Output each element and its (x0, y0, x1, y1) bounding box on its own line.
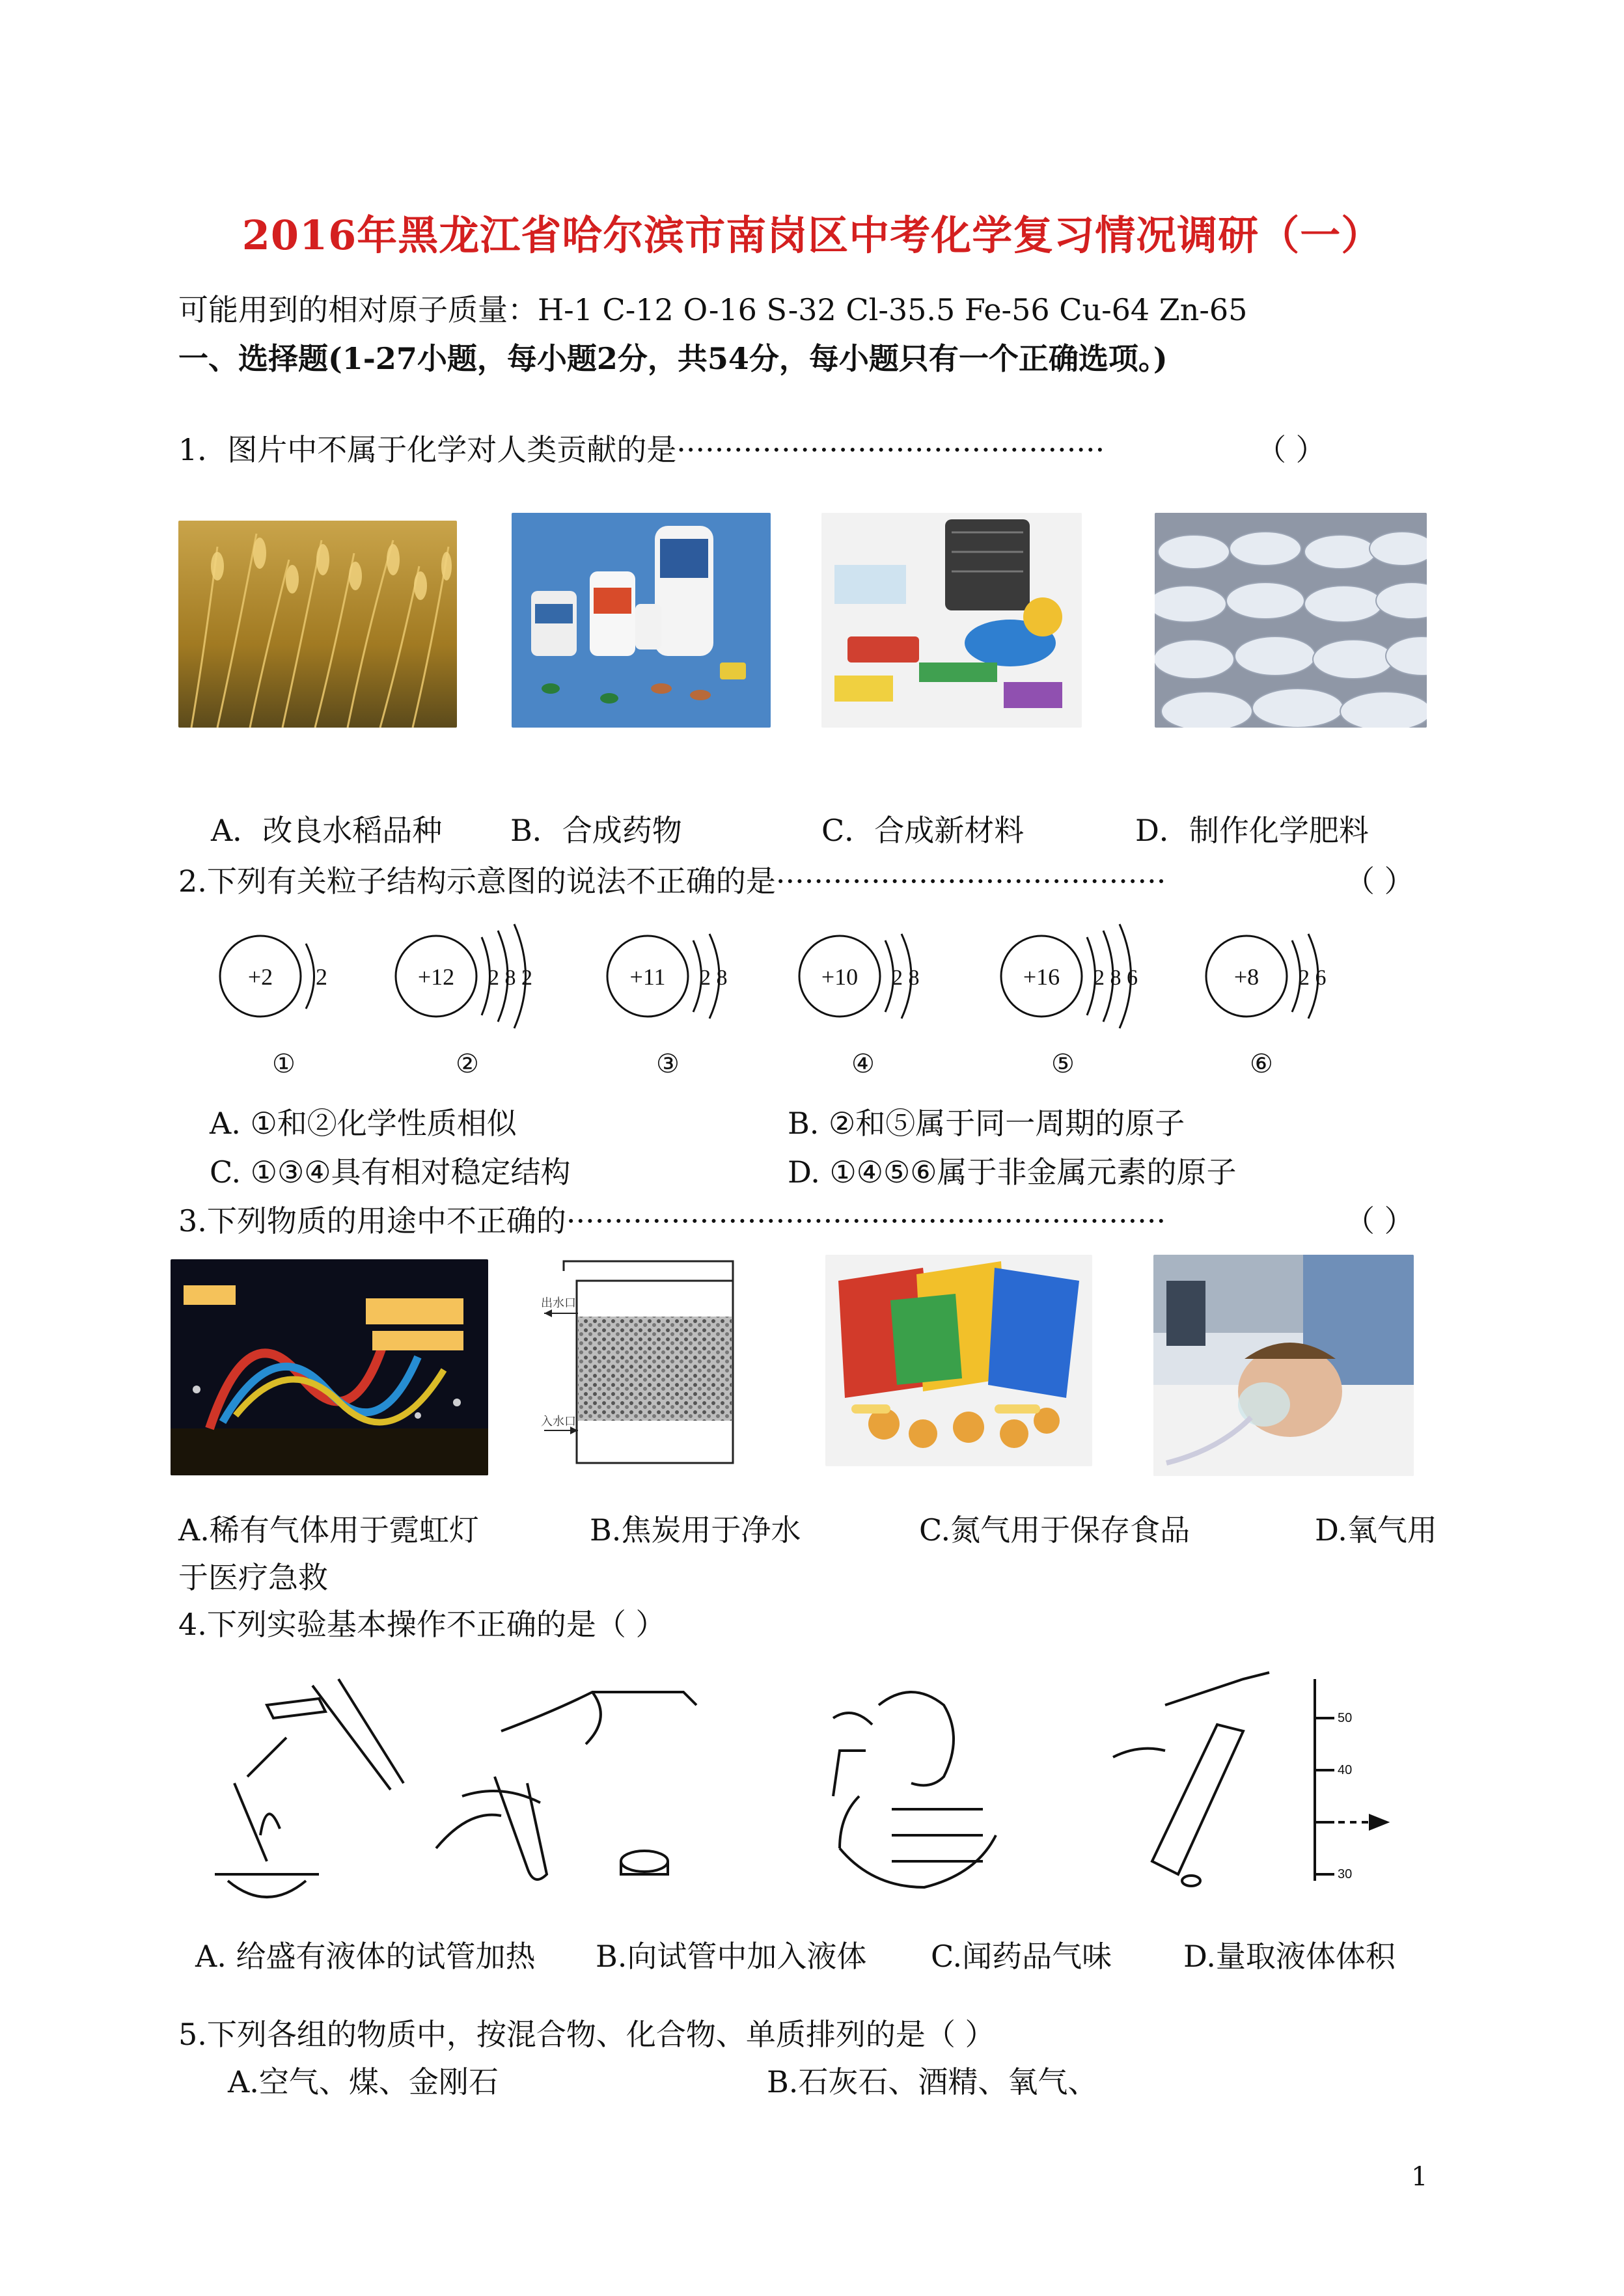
water-outlet-label: 出水口 (541, 1296, 576, 1309)
fertilizer-bags-photo (1155, 513, 1427, 728)
atom-4-label: ④ (851, 1049, 875, 1078)
q5-stem: 5.下列各组的物质中，按混合物、化合物、单质排列的是（ ） (178, 2017, 995, 2052)
atom-structure-5 (1001, 924, 1138, 1078)
page-number: 1 (1411, 2162, 1428, 2192)
atom-2-nucleus: +12 (417, 964, 455, 990)
q5-option-a: A.空气、煤、金刚石 (228, 2064, 499, 2099)
atomic-masses-note: 可能用到的相对原子质量：H-1 C-12 O-16 S-32 Cl-35.5 Fe-56 Cu-64 Zn-65 (178, 292, 1248, 327)
q1-answer-paren: （ ） (1256, 432, 1326, 467)
q3-option-a: A.稀有气体用于霓虹灯 (178, 1512, 479, 1548)
atom-diagrams (195, 905, 1367, 1100)
q4-option-a: A. 给盛有液体的试管加热 (195, 1939, 536, 1974)
atom-1-nucleus: +2 (247, 964, 273, 990)
scale-tick-30: 30 (1338, 1867, 1353, 1881)
q2-answer-paren: （ ） (1345, 864, 1414, 899)
q1-stem: 1．图片中不属于化学对人类贡献的是············································· (178, 432, 1105, 467)
q2-option-d: D. ①④⑤⑥属于非金属元素的原子 (788, 1155, 1237, 1190)
q3-option-b: B.焦炭用于净水 (590, 1512, 801, 1548)
atom-structure-1 (220, 936, 327, 1078)
q1-option-a: A．改良水稻品种 (211, 813, 443, 848)
neon-lights-photo (171, 1259, 488, 1475)
coke-filter-diagram (538, 1255, 747, 1473)
rice-photo (178, 521, 457, 728)
atom-1-shells: 2 (316, 964, 327, 990)
q4-option-c: C.闻药品气味 (931, 1939, 1112, 1974)
heating-test-tube-drawing (215, 1679, 404, 1897)
q1-option-c: C．合成新材料 (821, 813, 1025, 848)
q1-option-d: D．制作化学肥料 (1135, 813, 1369, 848)
atom-5-label: ⑤ (1051, 1049, 1075, 1078)
atom-4-nucleus: +10 (821, 964, 859, 990)
atom-structure-3 (607, 934, 728, 1078)
atom-3-nucleus: +11 (629, 964, 666, 990)
page-title: 2016年黑龙江省哈尔滨市南岗区中考化学复习情况调研（一） (241, 212, 1383, 259)
atom-structure-4 (799, 934, 920, 1078)
q3-option-d: D.氧气用 (1315, 1512, 1437, 1548)
q4-stem: 4.下列实验基本操作不正确的是（ ） (178, 1607, 666, 1642)
atom-1-label: ① (272, 1049, 296, 1078)
q3-stem: 3.下列物质的用途中不正确的······························································· (178, 1203, 1166, 1238)
water-inlet-label: 入水口 (541, 1415, 576, 1428)
atom-structure-2 (396, 924, 532, 1078)
atom-6-label: ⑥ (1250, 1049, 1273, 1078)
atom-5-nucleus: +16 (1023, 964, 1060, 990)
oxygen-therapy-photo (1153, 1255, 1414, 1476)
atom-3-label: ③ (656, 1049, 680, 1078)
atom-3-shells: 2 8 (700, 966, 728, 990)
atom-structure-6 (1206, 934, 1327, 1078)
q2-option-c: C. ①③④具有相对稳定结构 (210, 1155, 571, 1190)
q4-option-d: D.量取液体体积 (1183, 1939, 1396, 1974)
q2-stem: 2.下列有关粒子结构示意图的说法不正确的是········································· (178, 864, 1166, 899)
scale-tick-50: 50 (1338, 1711, 1353, 1725)
scale-tick-40: 40 (1338, 1763, 1353, 1777)
q2-option-b: B. ②和⑤属于同一周期的原子 (788, 1106, 1185, 1141)
plastic-goods-photo (821, 513, 1082, 728)
snack-food-photo (825, 1255, 1092, 1466)
atom-2-label: ② (456, 1049, 479, 1078)
medicine-photo (512, 513, 771, 728)
atom-6-shells: 2 6 (1299, 966, 1327, 990)
measuring-cylinder-drawing (1113, 1673, 1386, 1886)
atom-2-shells: 2 8 2 (488, 966, 532, 990)
atom-4-shells: 2 8 (892, 966, 920, 990)
section-heading: 一、选择题(1-27小题，每小题2分，共54分，每小题只有一个正确选项。) (178, 341, 1168, 376)
smelling-drawing (833, 1692, 996, 1887)
q4-option-b: B.向试管中加入液体 (596, 1939, 867, 1974)
q3-option-d-continued: 于医疗急救 (178, 1560, 328, 1595)
pouring-liquid-drawing (436, 1692, 696, 1879)
atom-5-shells: 2 8 6 (1094, 966, 1138, 990)
q1-option-b: B．合成药物 (510, 813, 682, 848)
lab-operation-drawings (189, 1666, 1491, 1926)
atom-6-nucleus: +8 (1233, 964, 1259, 990)
q3-answer-paren: （ ） (1345, 1203, 1414, 1238)
q3-option-c: C.氮气用于保存食品 (919, 1512, 1190, 1548)
q2-option-a: A. ①和②化学性质相似 (210, 1106, 517, 1141)
q5-option-b: B.石灰石、酒精、氧气、 (767, 2064, 1098, 2099)
